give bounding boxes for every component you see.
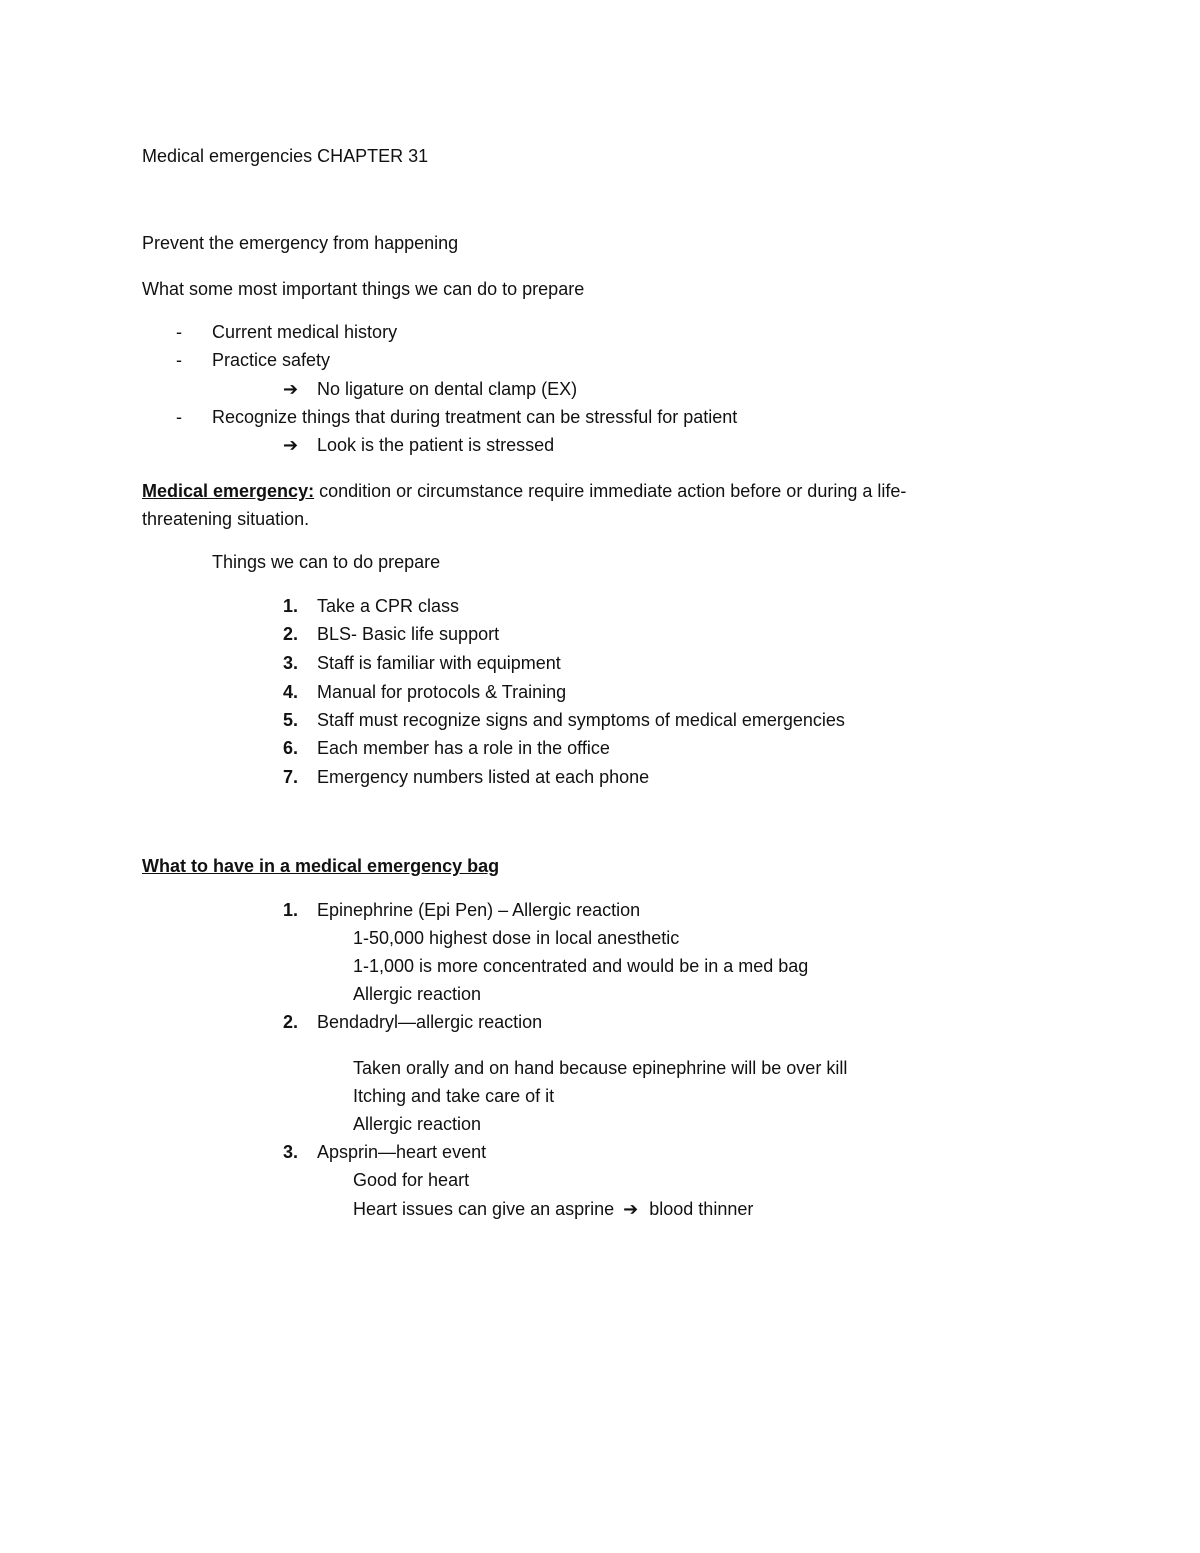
- list-item: Emergency numbers listed at each phone: [317, 767, 650, 787]
- list-note: 1-50,000 highest dose in local anesthetic: [353, 928, 680, 948]
- list-item: Epinephrine (Epi Pen) – Allergic reaction: [317, 900, 641, 920]
- list-number: 1.: [283, 900, 299, 920]
- list-item: BLS- Basic life support: [317, 624, 500, 644]
- list-note: Heart issues can give an asprine: [353, 1199, 615, 1219]
- list-note-line: [353, 1197, 753, 1221]
- list-item: Manual for protocols & Training: [317, 682, 567, 702]
- list-note: Itching and take care of it: [353, 1086, 555, 1106]
- list-note-tail: blood thinner: [649, 1199, 754, 1219]
- list-note: 1-1,000 is more concentrated and would be in a med bag: [353, 956, 809, 976]
- list-item: Staff must recognize signs and symptoms of medical emergencies: [317, 710, 845, 730]
- definition-term: Medical emergency:: [142, 481, 315, 501]
- list-number: 3.: [283, 653, 299, 673]
- list-item: Practice safety: [212, 350, 331, 370]
- list-item: Each member has a role in the office: [317, 738, 610, 758]
- bag-heading: What to have in a medical emergency bag: [142, 856, 500, 876]
- list-item: Recognize things that during treatment can be stressful for patient: [212, 407, 738, 427]
- list-number: 3.: [283, 1142, 299, 1162]
- definition-text: condition or circumstance require immediate action before or during a life-: [314, 481, 907, 501]
- intro-line-2: What some most important things we can do to prepare: [142, 279, 585, 299]
- list-number: 2.: [283, 1012, 299, 1032]
- list-number: 7.: [283, 767, 299, 787]
- list-note: Allergic reaction: [353, 1114, 482, 1134]
- list-item: Current medical history: [212, 322, 398, 342]
- list-number: 2.: [283, 624, 299, 644]
- list-number: 4.: [283, 682, 299, 702]
- things-heading: Things we can to do prepare: [212, 552, 441, 572]
- list-number: 1.: [283, 596, 299, 616]
- list-subitem: No ligature on dental clamp (EX): [317, 379, 578, 399]
- intro-line-1: Prevent the emergency from happening: [142, 233, 459, 253]
- list-note: Allergic reaction: [353, 984, 482, 1004]
- list-dash: -: [176, 407, 182, 427]
- list-item: Bendadryl—allergic reaction: [317, 1012, 543, 1032]
- list-note: Taken orally and on hand because epinephrine will be over kill: [353, 1058, 848, 1078]
- arrow-right-icon: ➔: [623, 1199, 639, 1219]
- list-subitem: Look is the patient is stressed: [317, 435, 555, 455]
- arrow-right-icon: ➔: [283, 379, 299, 399]
- list-dash: -: [176, 322, 182, 342]
- list-item: Take a CPR class: [317, 596, 460, 616]
- list-item: Staff is familiar with equipment: [317, 653, 561, 673]
- definition-line-1: [142, 479, 906, 503]
- page-title: Medical emergencies CHAPTER 31: [142, 146, 429, 166]
- list-dash: -: [176, 350, 182, 370]
- list-number: 6.: [283, 738, 299, 758]
- definition-line-2: threatening situation.: [142, 509, 310, 529]
- list-item: Apsprin—heart event: [317, 1142, 487, 1162]
- arrow-right-icon: ➔: [283, 435, 299, 455]
- list-number: 5.: [283, 710, 299, 730]
- list-note: Good for heart: [353, 1170, 470, 1190]
